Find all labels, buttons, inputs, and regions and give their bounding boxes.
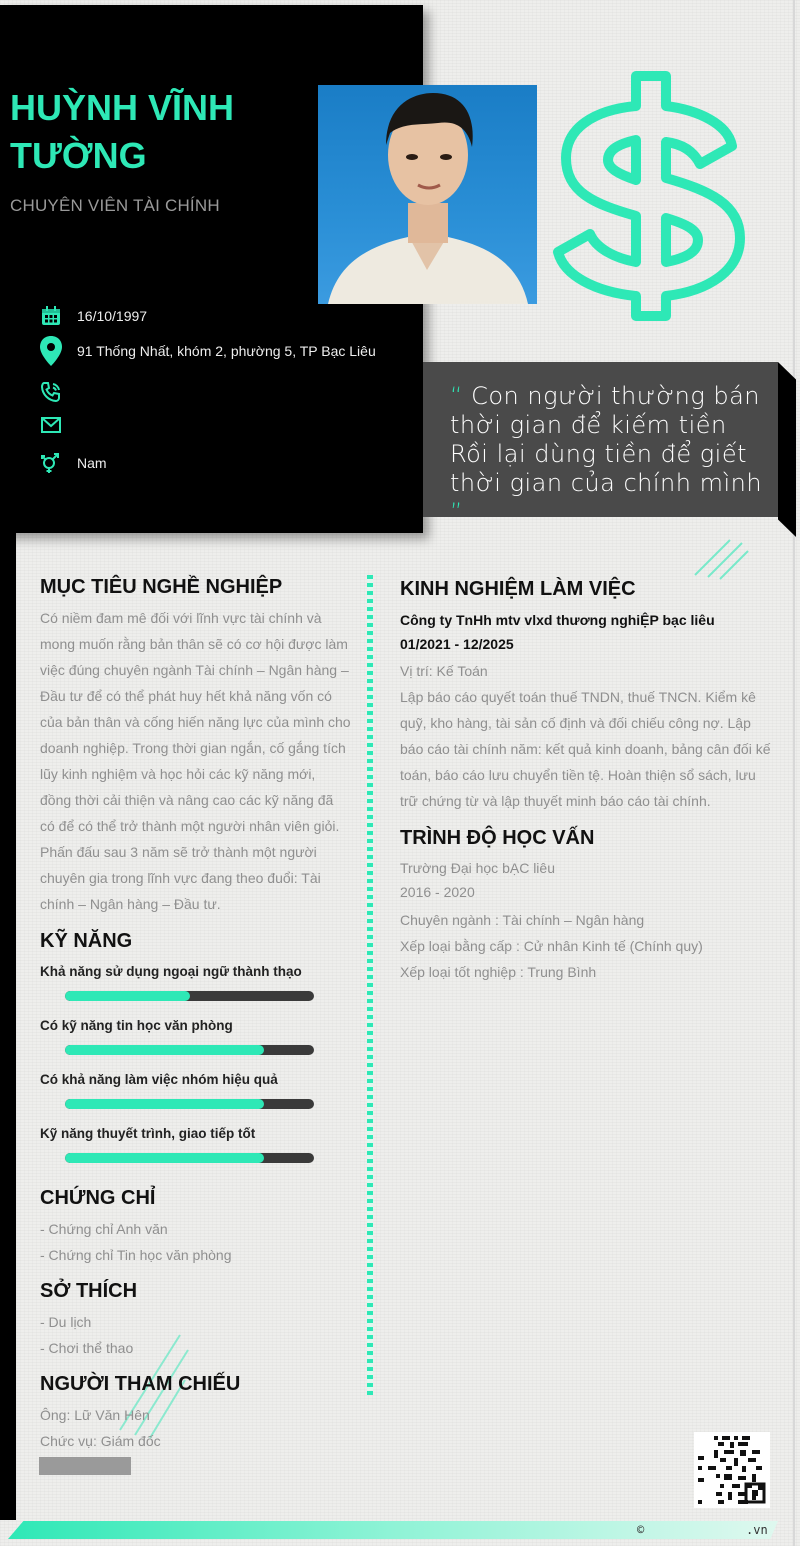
education-school: Trường Đại học bẠC liêu <box>400 860 555 876</box>
calendar-icon <box>40 305 62 327</box>
address-text: 91 Thống Nhất, khóm 2, phường 5, TP Bạc Liêu <box>77 343 376 359</box>
certificates-title: CHỨNG CHỈ <box>40 1187 156 1209</box>
skill-bar-fill <box>65 991 190 1001</box>
quote-line-4: thời gian của chính mình <box>450 469 763 497</box>
dollar-sign-icon <box>548 66 753 321</box>
objective-line: việc đúng chuyên ngành Tài chính – Ngân hàng – <box>40 662 349 678</box>
quote-close-mark: ” <box>450 498 463 526</box>
location-icon <box>40 340 62 362</box>
skills-title: KỸ NĂNG <box>40 930 133 952</box>
skill-name: Có kỹ năng tin học văn phòng <box>40 1018 233 1033</box>
bottom-accent-bar <box>8 1521 778 1539</box>
skill-bar-fill <box>65 1099 264 1109</box>
hobbies-title: SỞ THÍCH <box>40 1280 138 1302</box>
quote-open-mark: “ <box>450 382 463 410</box>
gender-text: Nam <box>77 455 107 471</box>
skill-name: Kỹ năng thuyết trình, giao tiếp tốt <box>40 1126 256 1141</box>
hobby-item: - Du lịch <box>40 1314 92 1330</box>
objective-line: chuyên gia trong lĩnh vực đang theo đuổi: Tài <box>40 870 321 886</box>
email-icon <box>40 414 62 436</box>
quote-line-1: Con người thường bán <box>471 382 760 410</box>
experience-line: quỹ, kho hàng, tài sản cố định và đối chiếu công nợ. Lập <box>400 715 751 731</box>
right-border-line <box>793 0 795 1546</box>
skill-name: Khả năng sử dụng ngoại ngữ thành thạo <box>40 964 302 979</box>
objective-line: Đầu tư để có thể phát huy hết khả năng vốn có <box>40 688 332 704</box>
contact-address <box>40 340 376 362</box>
education-degree: Xếp loại bằng cấp : Cử nhân Kinh tế (Chính quy) <box>400 938 703 954</box>
education-extra <box>400 907 703 985</box>
objective-line: mong muốn rằng bản thân sẽ có cơ hội được làm <box>40 636 348 652</box>
education-details <box>400 856 555 904</box>
qr-code <box>694 1432 770 1508</box>
hobby-item: - Chơi thể thao <box>40 1340 134 1356</box>
skill-bar <box>65 1099 314 1109</box>
birthday-text: 16/10/1997 <box>77 308 148 324</box>
gender-icon <box>40 452 62 474</box>
objective-line: lũy kinh nghiệm và học hỏi các kỹ năng mới, <box>40 766 316 782</box>
skill-bar <box>65 1045 314 1055</box>
objective-line: của bản thân và cống hiến năng lực của mình cho <box>40 714 351 730</box>
experience-title: KINH NGHIỆM LÀM VIỆC <box>400 578 636 600</box>
objective-title: MỤC TIÊU NGHỀ NGHIỆP <box>40 576 283 598</box>
phone-icon <box>40 381 62 403</box>
reference-item: Ông: Lữ Văn Hên <box>40 1407 150 1423</box>
references-title: NGƯỜI THAM CHIẾU <box>40 1373 241 1395</box>
objective-line: doanh nghiệp. Trong thời gian ngắn, cố gắng tích <box>40 740 346 756</box>
education-major: Chuyên ngành : Tài chính – Ngân hàng <box>400 912 645 928</box>
contact-birthday <box>40 305 147 327</box>
job-title: CHUYÊN VIÊN TÀI CHÍNH <box>10 196 220 215</box>
quote-line-3: Rồi lại dùng tiền để giết <box>450 440 747 468</box>
education-grade: Xếp loại tốt nghiệp : Trung Bình <box>400 964 597 980</box>
skill-bar-fill <box>65 1153 264 1163</box>
objective-text <box>40 605 360 917</box>
reference-item: Chức vụ: Giám đốc <box>40 1433 161 1449</box>
experience-position: Vị trí: Kế Toán <box>400 663 488 679</box>
redacted-box <box>39 1457 131 1475</box>
experience-details <box>400 658 780 814</box>
objective-line: chính – Ngân hàng – Đầu tư. <box>40 896 221 912</box>
contact-phone <box>40 381 77 403</box>
candidate-name <box>10 84 310 180</box>
references-list <box>40 1402 161 1454</box>
objective-line: có để có thể trở thành một người nhân viên giỏi. <box>40 818 340 834</box>
experience-line: toán, báo cáo lưu chuyển tiền tệ. Hoàn thiện sổ sách, lưu <box>400 767 756 783</box>
experience-company: Công ty TnHh mtv vlxd thương nghiỆP bạc liêu <box>400 612 715 628</box>
skill-bar-fill <box>65 1045 264 1055</box>
footer-domain: .vn <box>746 1523 768 1537</box>
contact-gender <box>40 452 107 474</box>
education-period: 2016 - 2020 <box>400 884 475 900</box>
decorative-slashes-top <box>690 535 750 580</box>
quote-box-fold <box>778 362 796 537</box>
certificate-item: - Chứng chỉ Anh văn <box>40 1221 168 1237</box>
footer-copyright: © <box>637 1523 645 1537</box>
quote-line-2: thời gian để kiếm tiền <box>450 411 727 439</box>
experience-line: Lập báo cáo quyết toán thuế TNDN, thuế TNCN. Kiểm kê <box>400 689 756 705</box>
experience-line: trữ chứng từ và lập thuyết minh báo cáo tài chính. <box>400 793 711 809</box>
name-line-1: HUỲNH VĨNH <box>10 87 235 128</box>
objective-line: Có niềm đam mê đối với lĩnh vực tài chính và <box>40 610 322 626</box>
skill-bar <box>65 1153 314 1163</box>
hobbies-list <box>40 1309 133 1361</box>
profile-photo <box>318 85 537 304</box>
certificate-item: - Chứng chỉ Tin học văn phòng <box>40 1247 232 1263</box>
left-border-strip <box>0 530 16 1520</box>
education-title: TRÌNH ĐỘ HỌC VẤN <box>400 827 595 849</box>
experience-period: 01/2021 - 12/2025 <box>400 636 514 652</box>
objective-line: Phấn đấu sau 3 năm sẽ trở thành một người <box>40 844 317 860</box>
column-divider <box>367 575 373 1395</box>
skill-bar <box>65 991 314 1001</box>
quote-text <box>450 382 775 527</box>
experience-line: báo cáo tài chính năm: kết quả kinh doanh, bảng cân đối kế <box>400 741 771 757</box>
certificates-list <box>40 1216 232 1268</box>
contact-email <box>40 414 77 436</box>
skill-name: Có khả năng làm việc nhóm hiệu quả <box>40 1072 278 1087</box>
name-line-2: TƯỜNG <box>10 135 147 176</box>
objective-line: đồng thời cải thiện và nâng cao các kỹ năng đã <box>40 792 334 808</box>
